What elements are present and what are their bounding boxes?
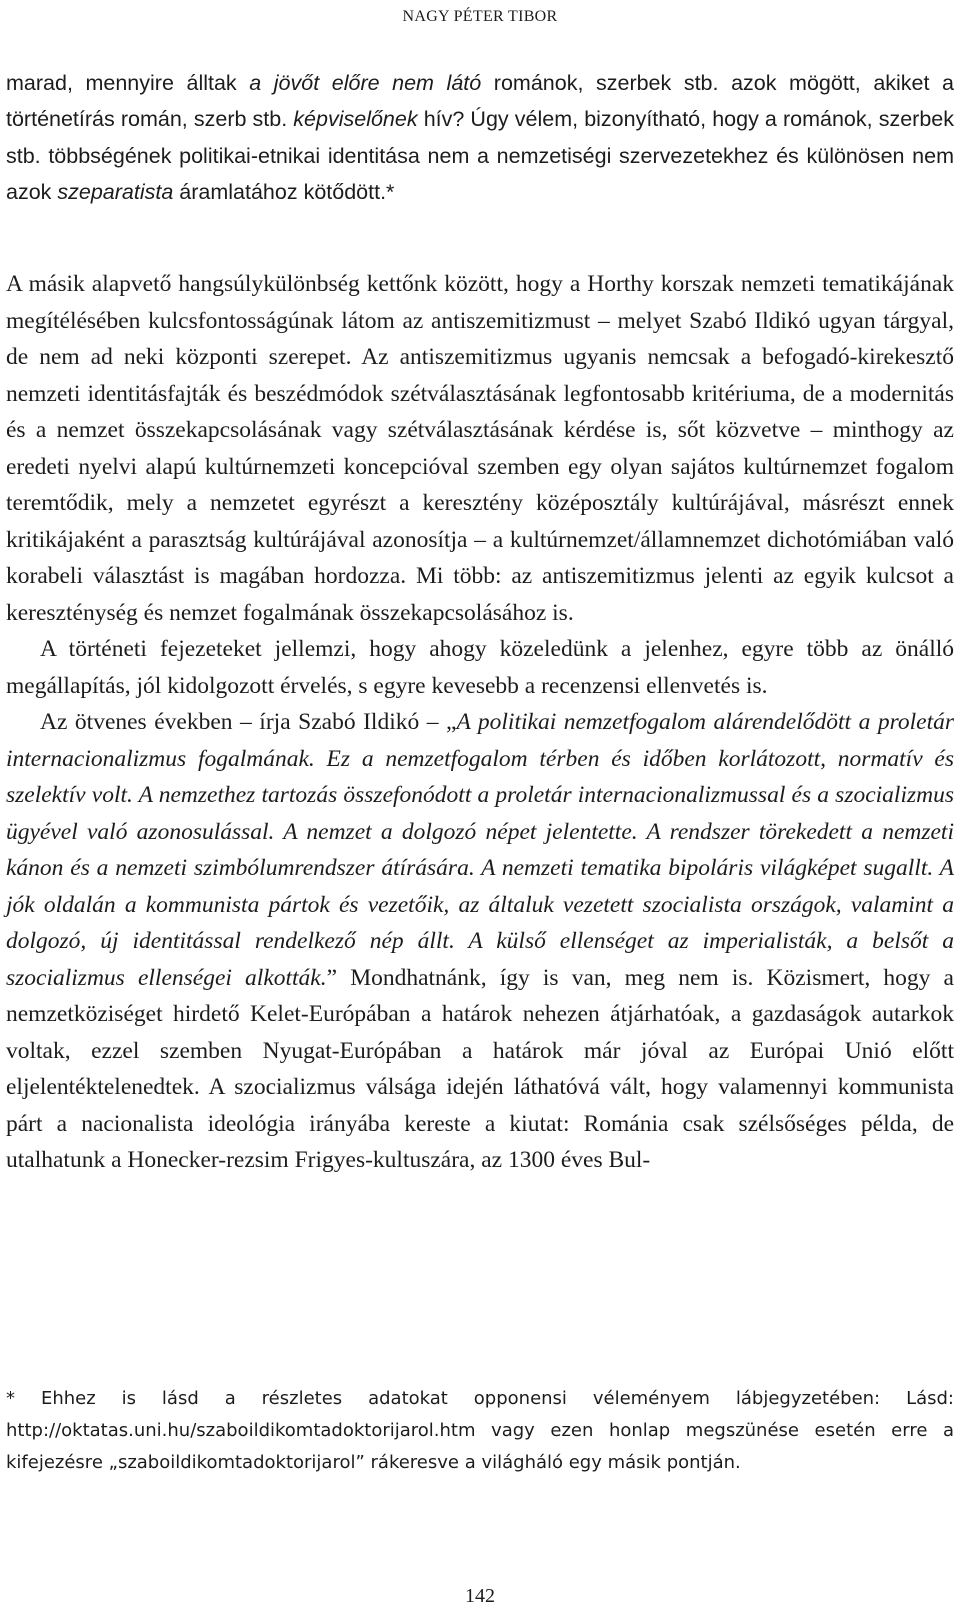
paragraph-2: A másik alapvető hangsúlykülönbség kettőnk között, hogy a Horthy korszak nemzeti tematikájának megítélésében kulcsfontosságúnak látom az antiszemitizmust – melyet Szabó Ildikó ugyan tárgyal, de nem ad neki központi szerepet. Az antiszemitizmus ugyanis nemcsak a befogadó-kirekesztő nemzeti identitásfajták és beszédmódok szétválasztásának legfontosabb kritériuma, de a modernitás és a nemzet összekapcsolásának vagy szétválasztásának kérdése is, sőt közvetve – minthogy az eredeti nyelvi alapú kultúrnemzeti koncepcióval szemben egy olyan sajátos kultúrnemzet fogalom teremtődik, mely a nemzetet egyrészt a keresztény középosztály kultúrájával, másrészt ennek kritikájaként a parasztság kultúrájával azonosítja – a kultúrnemzet/államnemzet dichotómiában való korabeli választást is magában hordozza. Mi több: az antiszemitizmus jelenti az egyik kulcsot a kereszténység és nemzet fogalmának összekapcsolásához is. bbox=[6, 271, 954, 626]
paragraph-1 bbox=[6, 65, 954, 211]
body-text bbox=[6, 266, 954, 1179]
p4-text-2: ” Mondhatnánk, így is van, meg nem is. Közismert, hogy a nemzetköziséget hirdető Kelet-Európában a határok nehezen átjárhatóak, a gazdaságok autarkok voltak, ezzel szemben Nyugat-Európában a határok már jóval az Európai Unió előtt eljelentéktelenedtek. A szocializmus válsága idején láthatóvá vált, hogy valamennyi kommunista párt a nacionalista ideológia irányába kereste a kiutat: Románia csak szélsőséges példa, de utalhatunk a Honecker-rezsim Frigyes-kultuszára, az 1300 éves Bul- bbox=[6, 964, 954, 1173]
p1-text-4: áramlatához kötődött.* bbox=[173, 180, 395, 205]
paragraph-4 bbox=[6, 704, 954, 1179]
p1-text-3: hív? Úgy vélem, bizonyítható, hogy a románok, szerbek stb. többségének politikai-etnikai identitása nem a nemzetiségi szervezetekhez és különösen nem azok bbox=[6, 107, 954, 205]
p1-emphasis-3: szeparatista bbox=[57, 180, 174, 205]
p1-emphasis-1: a jövőt előre nem látó bbox=[249, 71, 482, 95]
footnote: * Ehhez is lásd a részletes adatokat opponensi véleményem lábjegyzetében: Lásd: http://oktatas.uni.hu/szaboildikomtadoktorijarol.htm vagy ezen honlap megszünése esetén erre a kifejezésre „szaboildikomtadoktorijarol” rákeresve a világháló egy másik pontján. bbox=[6, 1388, 954, 1473]
paragraph-1-text bbox=[6, 65, 954, 211]
paragraph-3: A történeti fejezeteket jellemzi, hogy ahogy közeledünk a jelenhez, egyre több az önálló megállapítás, jól kidolgozott érvelés, s egyre kevesebb a recenzensi ellenvetés is. bbox=[6, 636, 954, 699]
p1-text-2: románok, szerbek stb. azok mögött, akiket a történetírás román, szerb stb. bbox=[6, 71, 955, 132]
p1-text-1: marad, mennyire álltak bbox=[6, 71, 250, 95]
p1-emphasis-2: képviselőnek bbox=[293, 107, 418, 132]
p4-text-1: Az ötvenes években – írja Szabó Ildikó – „ bbox=[40, 709, 457, 735]
page-number: 142 bbox=[465, 1585, 495, 1607]
running-head: NAGY PÉTER TIBOR bbox=[402, 8, 558, 25]
p4-quotation: A politikai nemzetfogalom alárendelődött a proletár internacionalizmus fogalmának. Ez a nemzetfogalom térben és időben korlátozott, normatív és szelektív volt. A nemzethez tartozás összefonódott a proletár internacionalizmussal és a szocializmus ügyével való azonosulással. A nemzet a dolgozó népet jelentette. A rendszer törekedett a nemzeti kánon és a nemzeti szimbólumrendszer átírására. A nemzeti tematika bipoláris világképet sugallt. A jók oldalán a kommunista pártok és vezetőik, az általuk vezetett szocialista országok, valamint a dolgozó, új identitással rendelkező nép állt. A külső ellenséget az imperialisták, a belsőt a szocializmus ellenségei alkották. bbox=[6, 709, 954, 991]
